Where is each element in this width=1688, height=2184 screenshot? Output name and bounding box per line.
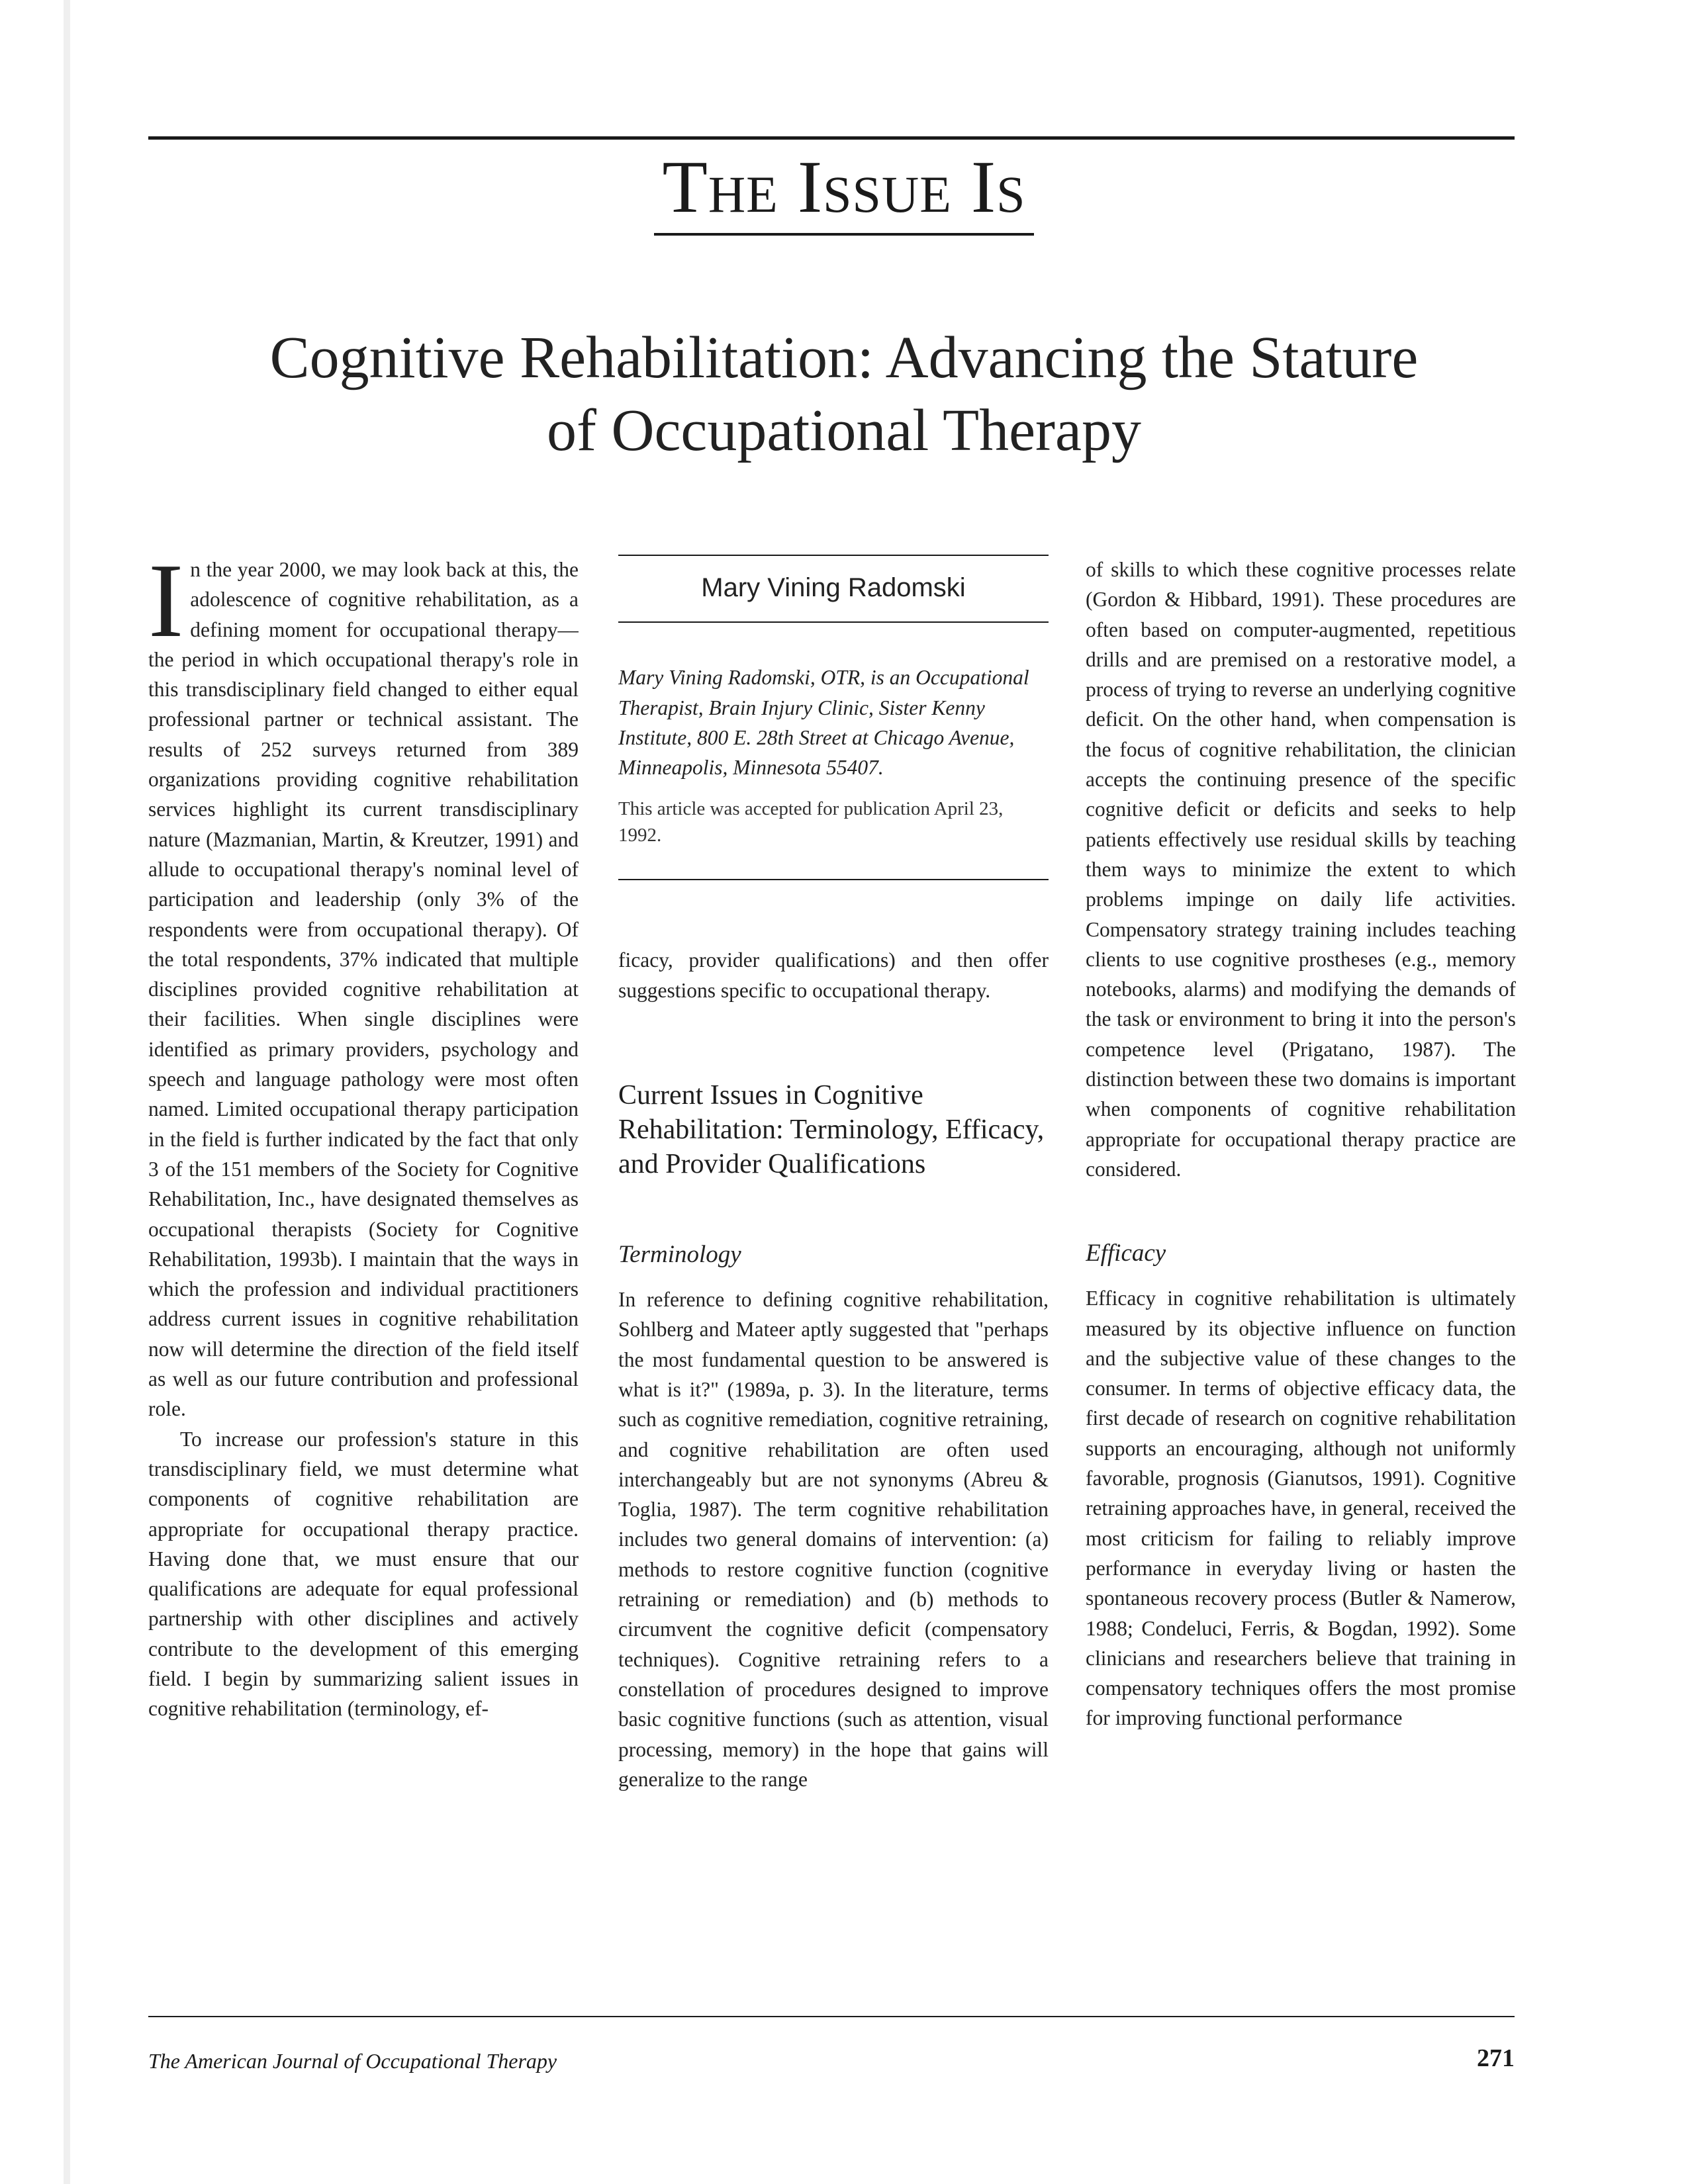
column-1	[148, 555, 579, 2008]
subheading-terminology: Terminology	[618, 1241, 741, 1269]
terminology-paragraph: In reference to defining cognitive rehabilitation, Sohlberg and Mateer aptly suggested that "perhaps the most fundamental question to be answered is what is it?" (1989a, p. 3). In the literature, terms such as cognitive remediation, cognitive retraining, and cognitive rehabilitation are often used interchangeably but are not synonyms (Abreu & Toglia, 1987). The term cognitive rehabilitation includes two general domains of intervention: (a) methods to restore cognitive function (cognitive retraining or remediation) and (b) methods to circumvent the cognitive deficit (compensatory techniques). Cognitive retraining refers to a constellation of procedures designed to improve basic cognitive functions (such as attention, visual processing, memory) in the hope that gains will generalize to the range	[618, 1288, 1049, 1791]
section-heading: Current Issues in Cognitive Rehabilitation: Terminology, Efficacy, and Provider Qualifications	[618, 1080, 1045, 1180]
column-2	[618, 555, 1049, 2008]
continuation-paragraph: ficacy, provider qualifications) and then offer suggestions specific to occupational therapy.	[618, 948, 1049, 1002]
footer-rule	[148, 2016, 1515, 2017]
section-title: The Issue Is	[0, 144, 1688, 236]
header-rule	[148, 136, 1515, 140]
page-number: 271	[1477, 2044, 1515, 2072]
author-name: Mary Vining Radomski	[618, 556, 1049, 623]
author-bio: Mary Vining Radomski, OTR, is an Occupational Therapist, Brain Injury Clinic, Sister Kenny Institute, 800 E. 28th Street at Chicago Avenue, Minneapolis, Minnesota 55407.	[618, 666, 1029, 780]
column-3	[1086, 555, 1516, 2008]
efficacy-paragraph: Efficacy in cognitive rehabilitation is ultimately measured by its objective influence on function and the subjective value of these changes to the consumer. In terms of objective efficacy data, the first decade of research on cognitive rehabilitation supports an encouraging, although not uniformly favorable, prognosis (Gianutsos, 1991). Cognitive retraining approaches have, in general, received the most criticism for failing to reliably improve performance in everyday living or hasten the spontaneous recovery process (Butler & Namerow, 1988; Condeluci, Ferris, & Bogdan, 1992). Some clinicians and researchers believe that training in compensatory techniques offers the most promise for improving functional performance	[1086, 1287, 1516, 1730]
article-title	[132, 322, 1556, 467]
body-paragraph: To increase our profession's stature in this transdisciplinary field, we must determine what components of cognitive rehabilitation are appropriate for occupational therapy practice. Having done that, we must ensure that our qualifications are adequate for equal professional partnership with other disciplines and actively contribute to the development of this emerging field. I begin by summarizing salient issues in cognitive rehabilitation (terminology, ef-	[148, 1427, 579, 1721]
binding-edge	[64, 0, 70, 2184]
article-title-line-1: Cognitive Rehabilitation: Advancing the Stature	[269, 325, 1419, 390]
drop-cap: I	[148, 555, 184, 659]
subheading-efficacy: Efficacy	[1086, 1240, 1166, 1267]
journal-name: The American Journal of Occupational Therapy	[148, 2049, 557, 2073]
article-title-line-2: of Occupational Therapy	[547, 398, 1141, 463]
acceptance-note: This article was accepted for publication April 23, 1992.	[618, 798, 1004, 846]
continued-paragraph: of skills to which these cognitive processes relate (Gordon & Hibbard, 1991). These procedures are often based on computer-augmented, repetitious drills and are premised on a restorative model, a process of trying to reverse an underlying cognitive deficit. On the other hand, when compensation is the focus of cognitive rehabilitation, the clinician accepts the continuing presence of the specific cognitive deficit or deficits and seeks to help patients effectively use residual skills by teaching them ways to minimize the extent to which problems impinge on daily life activities. Compensatory strategy training includes teaching clients to use cognitive prostheses (e.g., memory notebooks, alarms) and modifying the demands of the task or environment to bring it into the person's competence level (Prigatano, 1987). The distinction between these two domains is important when components of cognitive rehabilitation appropriate for occupational therapy practice are considered.	[1086, 558, 1516, 1181]
intro-paragraph: In the year 2000, we may look back at this, the adolescence of cognitive rehabilitation, as a defining moment for occupational therapy—the period in which occupational therapy's role in this transdisciplinary field changed to either equal professional partner or technical assistant. The results of 252 surveys returned from 389 organizations providing cognitive rehabilitation services highlight its current transdisciplinary nature (Mazmanian, Martin, & Kreutzer, 1991) and allude to occupational therapy's nominal level of participation and leadership (only 3% of the respondents were from occupational therapy). Of the total respondents, 37% indicated that multiple disciplines provided cognitive rehabilitation at their facilities. When single disciplines were identified as primary providers, psychology and speech and language pathology were most often named. Limited occupational therapy participation in the field is further indicated by the fact that only 3 of the 151 members of the Society for Cognitive Rehabilitation, Inc., have designated themselves as occupational therapists (Society for Cognitive Rehabilitation, 1993b). I maintain that the ways in which the profession and individual practitioners address current issues in cognitive rehabilitation now will determine the direction of the field itself as well as our future contribution and professional role.	[148, 555, 579, 1421]
